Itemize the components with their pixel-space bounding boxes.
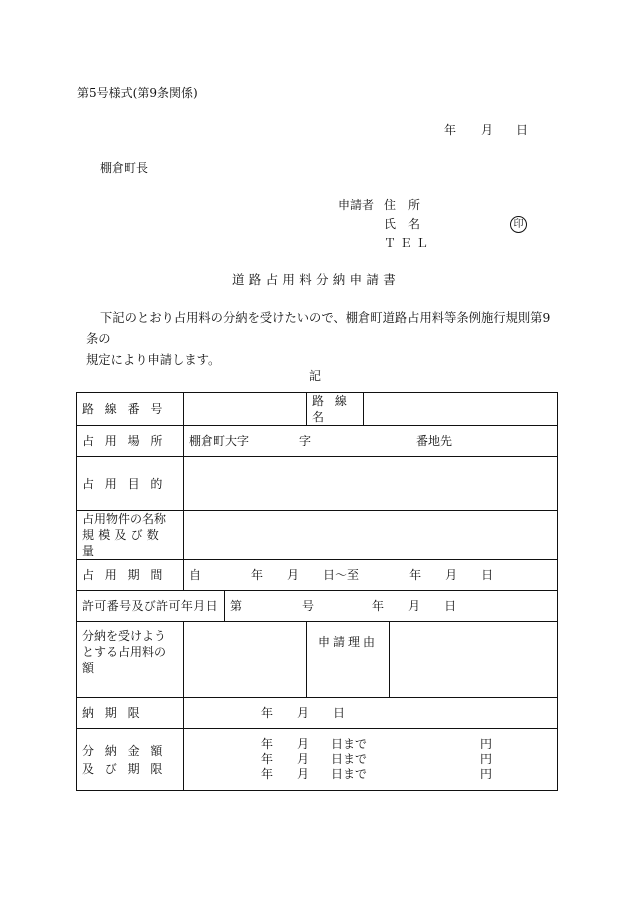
route-name-field[interactable] <box>364 393 558 426</box>
reason-field[interactable] <box>390 622 558 698</box>
period-to-year: 年 <box>409 568 422 582</box>
object-label-line-1: 占用物件の名称 <box>82 512 167 526</box>
name-label: 氏 名 <box>384 217 421 231</box>
installment-label-line-3: 額 <box>82 661 95 675</box>
payment-line-1 <box>261 737 552 752</box>
object-label-line-2: 規模及び数量 <box>82 528 164 558</box>
permit-go: 号 <box>302 599 315 613</box>
addressee: 棚倉町長 <box>100 161 149 175</box>
payment-3-month: 月 <box>297 767 310 781</box>
place-field[interactable] <box>184 426 558 457</box>
payment-1-yen: 円 <box>480 737 493 751</box>
reason-label: 申請理由 <box>307 622 390 698</box>
object-label <box>77 511 184 560</box>
row-installment <box>77 622 558 698</box>
installment-label-line-2: とする占用料の <box>82 645 167 659</box>
payment-2-year: 年 <box>261 752 274 766</box>
period-to-day: 日 <box>481 568 494 582</box>
period-field[interactable] <box>184 560 558 591</box>
tel-label: ＴＥＬ <box>384 236 433 250</box>
route-name-label: 路線名 <box>307 393 364 426</box>
place-aza: 字 <box>299 434 312 448</box>
ki-label: 記 <box>309 369 322 383</box>
payment-line-2 <box>261 752 552 767</box>
permit-field[interactable] <box>225 591 558 622</box>
seal-mark: 印 <box>510 216 527 233</box>
payment-3-until: 日まで <box>331 767 368 781</box>
deadline-label: 納期限 <box>77 698 184 729</box>
payment-1-month: 月 <box>297 737 310 751</box>
deadline-field[interactable] <box>184 698 558 729</box>
object-field[interactable] <box>184 511 558 560</box>
payment-3-yen: 円 <box>480 767 493 781</box>
amount-label-line-1: 分納金額 <box>82 743 174 758</box>
period-to-month: 月 <box>445 568 458 582</box>
payment-1-until: 日まで <box>331 737 368 751</box>
period-from-day-to: 日～至 <box>323 568 360 582</box>
installment-field[interactable] <box>184 622 307 698</box>
row-permit <box>77 591 558 622</box>
payment-2-yen: 円 <box>480 752 493 766</box>
permit-year: 年 <box>372 599 385 613</box>
payment-2-month: 月 <box>297 752 310 766</box>
permit-dai: 第 <box>230 599 243 613</box>
body-line-2: 規定により申請します。 <box>86 353 221 367</box>
place-banchi: 番地先 <box>416 434 453 448</box>
period-from: 自 <box>189 568 202 582</box>
date-month: 月 <box>481 123 494 137</box>
application-table <box>76 392 558 791</box>
deadline-day: 日 <box>333 706 346 720</box>
installment-label <box>77 622 184 698</box>
row-period <box>77 560 558 591</box>
row-object <box>77 511 558 560</box>
body-line-1: 下記のとおり占用料の分納を受けたいので、棚倉町道路占用料等条例施行規則第9条の <box>86 311 551 346</box>
date-year: 年 <box>444 123 457 137</box>
place-prefix: 棚倉町大字 <box>189 434 250 448</box>
purpose-label: 占用目的 <box>77 457 184 511</box>
payment-2-until: 日まで <box>331 752 368 766</box>
row-route <box>77 393 558 426</box>
row-purpose <box>77 457 558 511</box>
payment-line-3 <box>261 767 552 782</box>
payment-1-year: 年 <box>261 737 274 751</box>
permit-month: 月 <box>408 599 421 613</box>
place-label: 占用場所 <box>77 426 184 457</box>
form-number: 第5号様式(第9条関係) <box>77 86 198 100</box>
period-from-year: 年 <box>251 568 264 582</box>
date-day: 日 <box>516 123 529 137</box>
row-place <box>77 426 558 457</box>
permit-day: 日 <box>444 599 457 613</box>
row-amount <box>77 729 558 791</box>
amount-label-line-2: 及び期限 <box>82 761 174 776</box>
address-label: 住 所 <box>384 198 421 212</box>
permit-label: 許可番号及び許可年月日 <box>77 591 225 622</box>
period-from-month: 月 <box>287 568 300 582</box>
row-deadline <box>77 698 558 729</box>
deadline-month: 月 <box>297 706 310 720</box>
installment-label-line-1: 分納を受けよう <box>82 629 167 643</box>
document-title: 道路占用料分納申請書 <box>232 272 401 287</box>
amount-field[interactable] <box>184 729 558 791</box>
period-label: 占用期間 <box>77 560 184 591</box>
route-number-label: 路線番号 <box>77 393 184 426</box>
applicant-label: 申請者 <box>338 198 375 212</box>
purpose-field[interactable] <box>184 457 558 511</box>
payment-3-year: 年 <box>261 767 274 781</box>
deadline-year: 年 <box>261 706 274 720</box>
route-number-field[interactable] <box>184 393 307 426</box>
body-text <box>86 308 556 371</box>
amount-label <box>77 729 184 791</box>
